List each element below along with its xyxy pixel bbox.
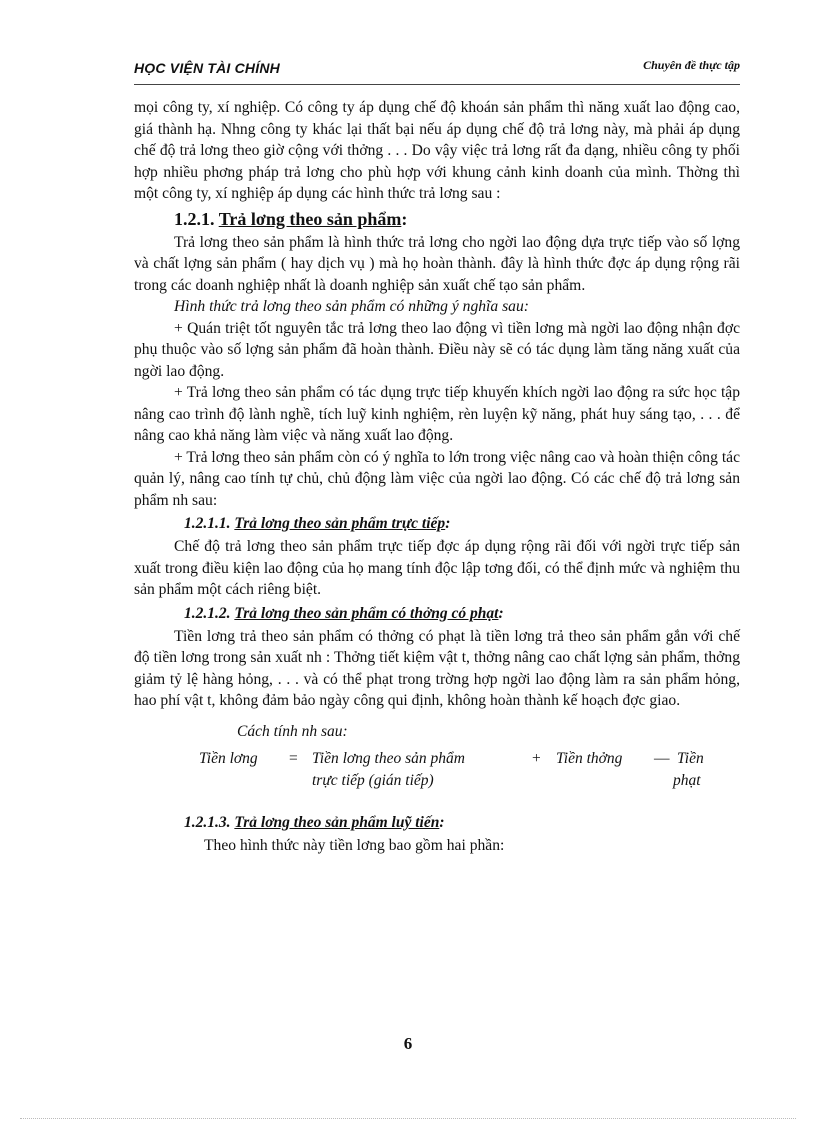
- paragraph: Trả lơng theo sản phẩm là hình thức trả lơng cho ngời lao động dựa trực tiếp vào số lợng và chất lợng sản phẩm ( hay dịch vụ ) mà họ hoàn thành. đây là hình thức đợc áp dụng rộng rãi trong các doanh nghiệp nhất là doanh nghiệp sản xuất chế tạo sản phẩm.: [134, 233, 740, 294]
- subsection-heading-1-2-1-3: [184, 812, 740, 833]
- paragraph: Chế độ trả lơng theo sản phẩm trực tiếp đợc áp dụng rộng rãi đối với ngời trực tiếp sản xuất trong điều kiện lao động của họ mang tính độc lập tơng đối, có thể định mức và nghiệm thu sản phẩm một cách riêng biệt.: [134, 538, 740, 598]
- header-institution: HỌC VIỆN TÀI CHÍNH: [134, 60, 280, 76]
- bullet-paragraph: + Trả lơng theo sản phẩm có tác dụng trực tiếp khuyến khích ngời lao động ra sức học tập nâng cao trình độ lành nghề, tích luỹ kinh nghiệm, rèn luyện kỹ năng, phát huy sáng tạo, . . . để nâng cao khả năng làm việc và năng xuất lao động.: [134, 384, 740, 444]
- formula-term-1-sub: trực tiếp (gián tiếp): [312, 772, 434, 789]
- paragraph: mọi công ty, xí nghiệp. Có công ty áp dụng chế độ khoán sản phẩm thì năng xuất lao động cao, giá thành hạ. Nhng công ty khác lại thất bại nếu áp dụng chế độ trả lơng này, mà phải áp dụng chế độ trả lơng theo giờ cộng với thởng . . . Do vậy việc trả lơng rất đa dạng, nhiều công ty phối hợp nhiều phơng pháp trả lơng cho phù hợp với khung cảnh kinh doanh của mình. Thờng thì một công ty, xí nghiệp áp dụng các hình thức trả lơng sau :: [134, 99, 740, 202]
- page-number: 6: [403, 1034, 413, 1053]
- formula-term-1: Tiền lơng theo sản phẩm: [312, 750, 465, 767]
- subsection-title: Trả lơng theo sản phẩm luỹ tiến: [234, 814, 440, 831]
- subsection-number: 1.2.1.2.: [184, 604, 235, 622]
- formula: [134, 748, 740, 794]
- subsection-colon: :: [498, 604, 504, 622]
- formula-plus: +: [532, 750, 541, 767]
- paragraph: Theo hình thức này tiền lơng bao gồm hai phần:: [204, 837, 505, 854]
- subsection-number: 1.2.1.3.: [184, 814, 235, 831]
- page-header: [134, 58, 740, 85]
- formula-equals: =: [289, 750, 298, 767]
- formula-term-3-sub: phạt: [673, 772, 701, 789]
- subsection-number: 1.2.1.1.: [184, 515, 235, 532]
- formula-term-3: Tiền: [677, 750, 704, 767]
- page-bottom-divider: [20, 1118, 796, 1119]
- section-title: Trả lơng theo sản phẩm: [218, 208, 402, 229]
- formula-minus: —: [654, 750, 670, 767]
- spacer: [134, 794, 740, 810]
- formula-term-2: Tiền thởng: [556, 750, 623, 767]
- subsection-heading-1-2-1-1: [184, 513, 740, 534]
- bullet-paragraph: + Trả lơng theo sản phẩm còn có ý nghĩa to lớn trong việc nâng cao và hoàn thiện công tác quản lý, nâng cao tính tự chủ, chủ động làm việc của ngời lao động. Có các chế độ trả lơng sản phẩm nh sau:: [134, 448, 740, 509]
- formula-label: Cách tính nh sau:: [237, 722, 348, 740]
- paragraph-italic: Hình thức trả lơng theo sản phẩm có những ý nghĩa sau:: [174, 298, 529, 315]
- document-body: [134, 97, 740, 857]
- subsection-title: Trả lơng theo sản phẩm có thởng có phạt: [234, 604, 499, 622]
- subsection-title: Trả lơng theo sản phẩm trực tiếp: [234, 515, 446, 532]
- subsection-colon: :: [445, 515, 451, 532]
- header-document-type: Chuyên đề thực tập: [643, 58, 740, 72]
- section-heading-1-2-1: [174, 207, 740, 231]
- subsection-heading-1-2-1-2: [184, 603, 740, 624]
- section-colon: :: [401, 208, 408, 229]
- paragraph: Tiền lơng trả theo sản phẩm có thởng có phạt là tiền lơng trả theo sản phẩm gắn với chế độ tiền lơng trong sản xuất nh : Thởng tiết kiệm vật t, thởng nâng cao chất lợng sản phẩm, thởng giảm tỷ lệ hàng hỏng, . . . và có thể phạt trong trờng hợp ngời lao động làm ra sản phẩm hỏng, hao phí vật t, không đảm bảo ngày công qui định, không hoàn thành kế hoạch đợc giao.: [134, 627, 740, 709]
- subsection-colon: :: [439, 814, 445, 831]
- bullet-paragraph: + Quán triệt tốt nguyên tắc trả lơng theo lao động vì tiền lơng mà ngời lao động nhận đợc phụ thuộc vào số lợng sản phẩm đã hoàn thành. Điều này sẽ có tác dụng làm tăng năng xuất của ngời lao động.: [134, 319, 740, 380]
- formula-lhs: Tiền lơng: [199, 750, 258, 767]
- section-number: 1.2.1.: [174, 208, 219, 229]
